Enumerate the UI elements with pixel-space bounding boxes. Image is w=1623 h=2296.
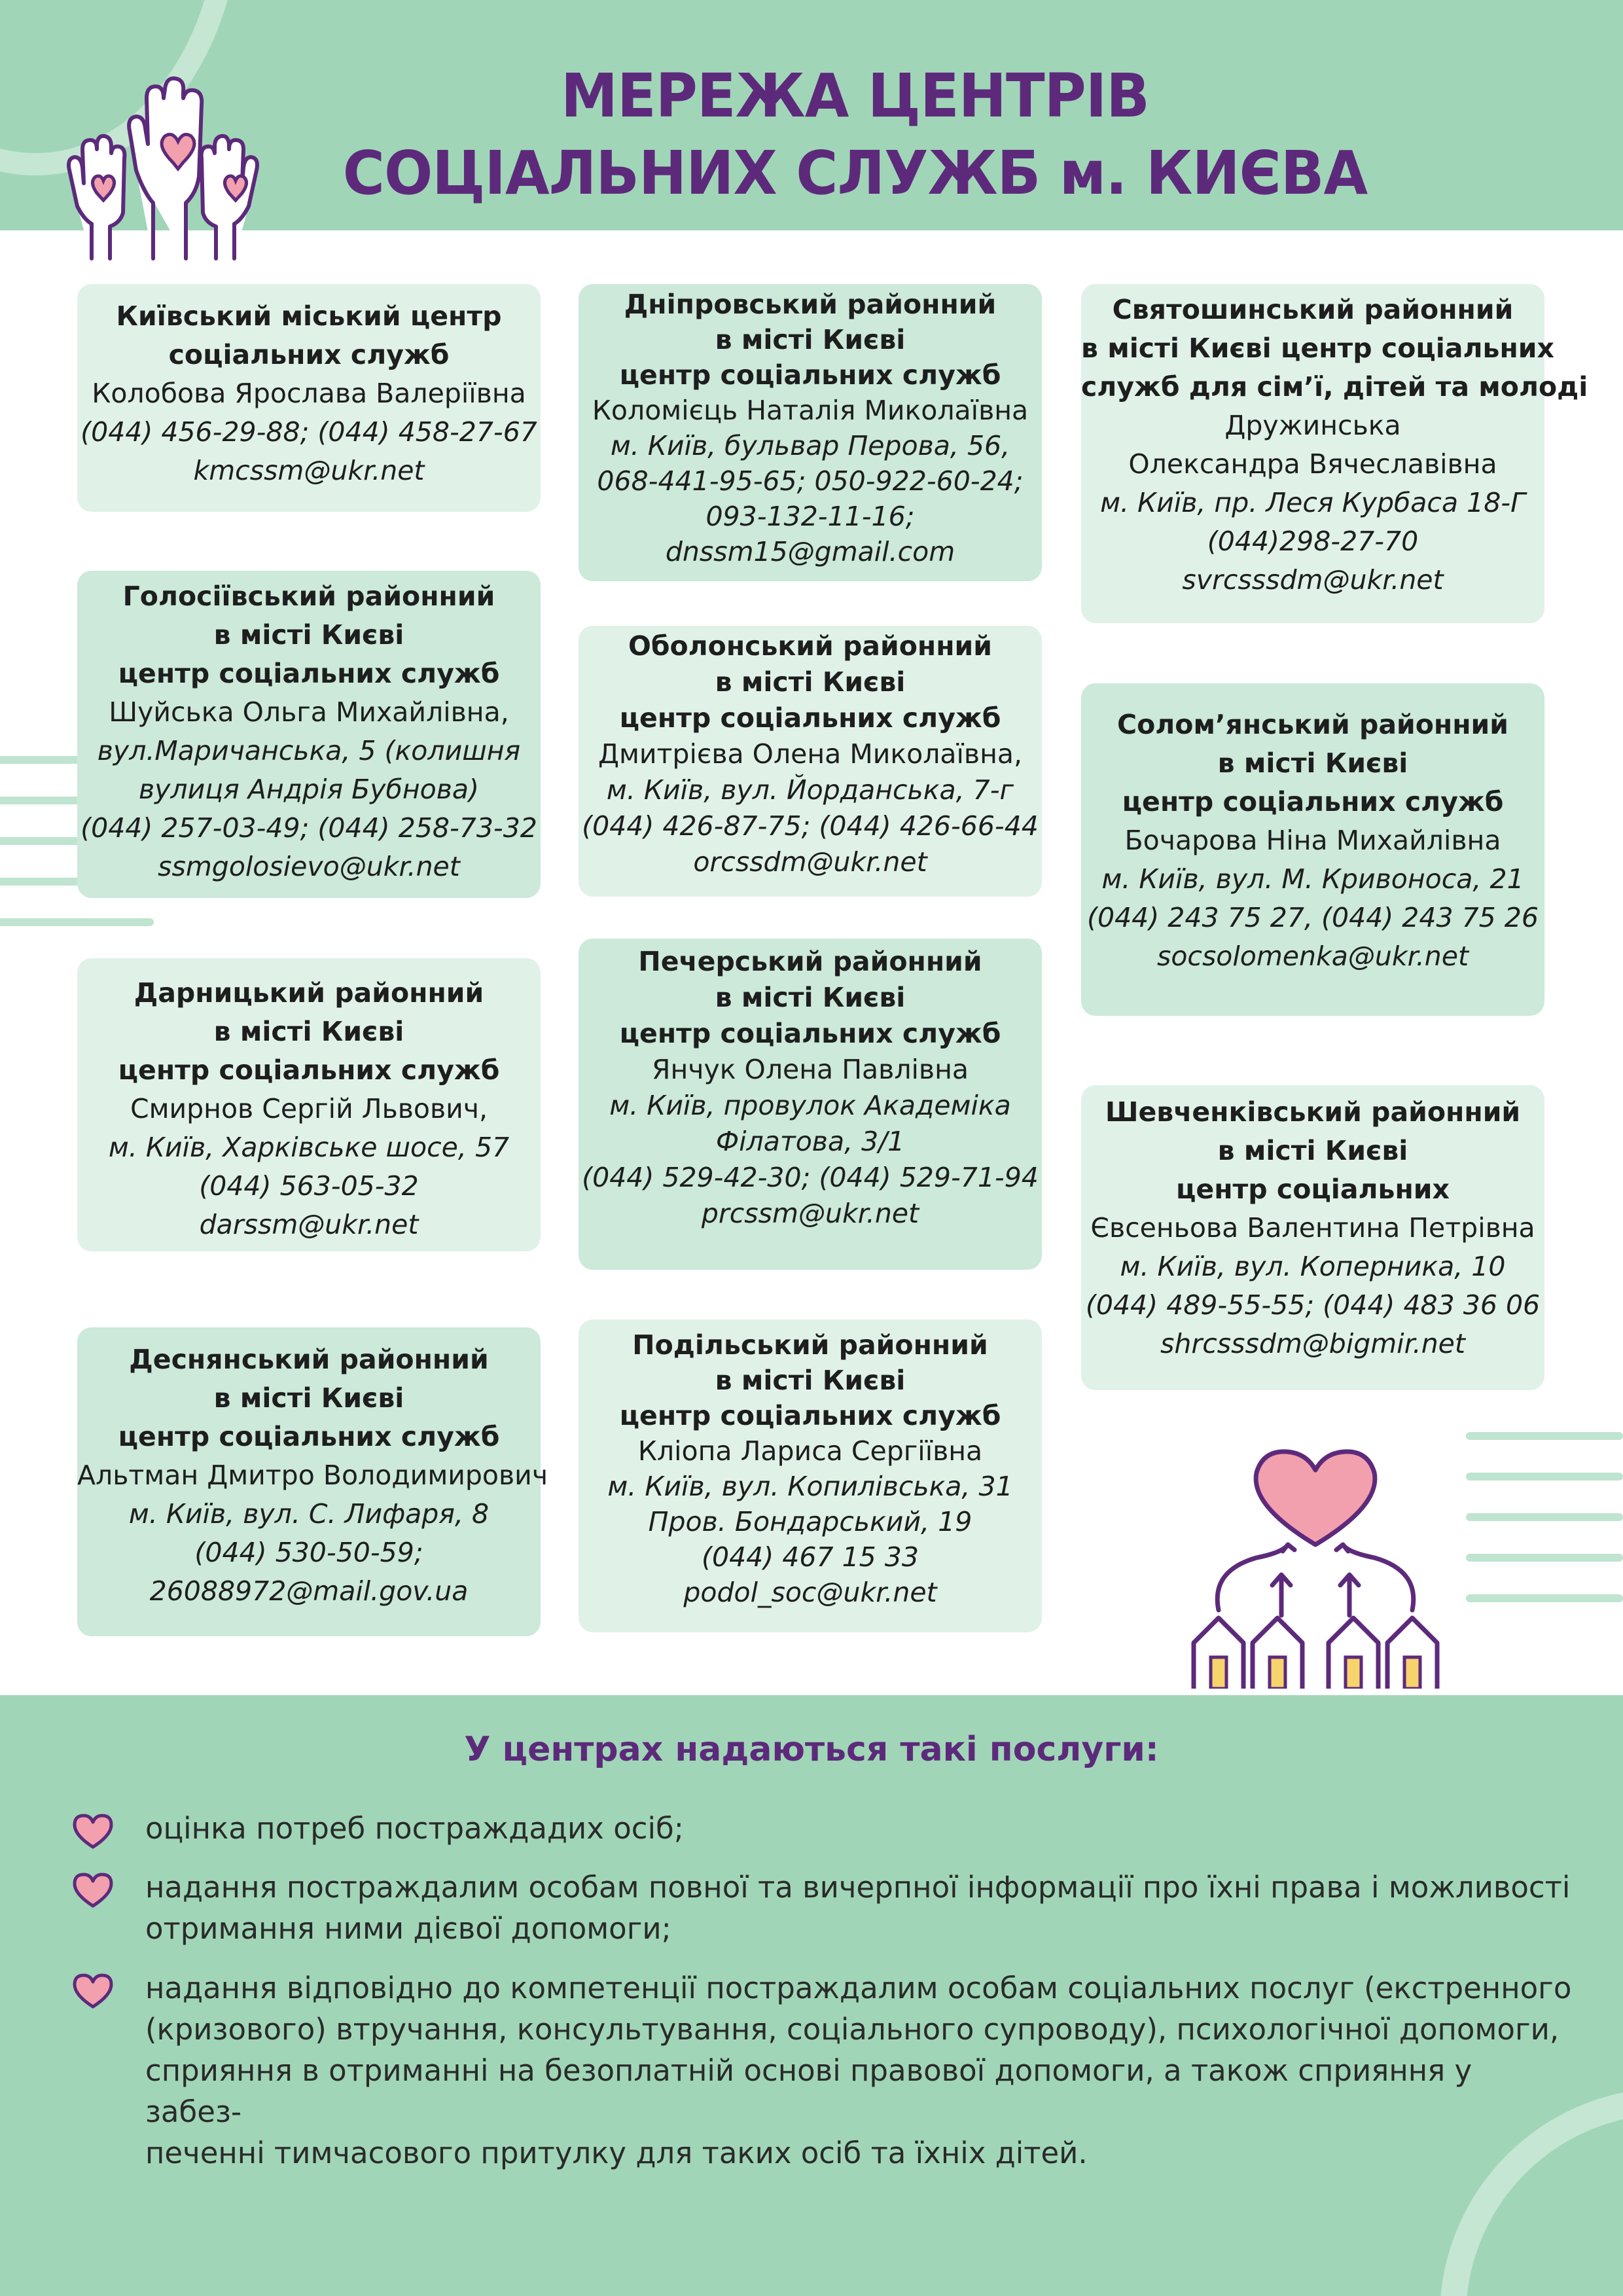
heart-icon: [72, 1973, 114, 2009]
card-title: центр соціальних: [1176, 1174, 1450, 1205]
service-text: (кризового) втручання, консультування, соціального супроводу), психологічної допомоги,: [145, 2012, 1560, 2047]
card-phone: (044)298-27-70: [1207, 526, 1419, 557]
card-title: Оболонський районний: [628, 630, 992, 662]
card-title: центр соціальних служб: [619, 1400, 1001, 1431]
card-address: вулиця Андрія Бубнова): [138, 774, 480, 805]
card-holosiiv: [77, 571, 541, 898]
card-email: svrcsssdm@ukr.net: [1182, 564, 1444, 596]
card-title: центр соціальних служб: [619, 702, 1001, 734]
card-head-name: Євсеньова Валентина Петрівна: [1090, 1212, 1535, 1244]
card-title: в місті Києві: [715, 1365, 906, 1396]
card-address: м. Київ, пр. Леся Курбаса 18-Г: [1100, 487, 1525, 518]
card-title: Подільський районний: [632, 1329, 988, 1361]
card-solomian: [1081, 683, 1544, 1016]
card-address: м. Київ, бульвар Перова, 56,: [610, 430, 1010, 461]
card-title: Солом’янський районний: [1116, 709, 1508, 740]
card-head-name: Янчук Олена Павлівна: [651, 1054, 969, 1085]
card-title: в місті Києві: [1217, 747, 1408, 779]
services-title: У центрах надаються такі послуги:: [464, 1730, 1159, 1769]
card-title: Дніпровський районний: [624, 289, 997, 320]
card-email: darssm@ukr.net: [199, 1209, 419, 1240]
card-title: в місті Києві: [213, 619, 404, 651]
card-phone: (044) 530-50-59;: [194, 1537, 423, 1568]
card-head-name: Смирнов Сергій Львович,: [130, 1093, 488, 1124]
card-title: Печерський районний: [638, 946, 982, 977]
card-email: ssmgolosievo@ukr.net: [158, 851, 460, 882]
card-address: м. Київ, вул. С. Лифаря, 8: [128, 1498, 490, 1530]
card-head-name: Коломієць Наталія Миколаївна: [592, 395, 1029, 426]
card-pechersk: [579, 939, 1042, 1270]
card-email: 26088972@mail.gov.ua: [149, 1575, 469, 1607]
card-address: м. Київ, Харківське шосе, 57: [108, 1132, 510, 1163]
card-title: центр соціальних служб: [619, 359, 1001, 391]
card-title: в місті Києві: [213, 1382, 404, 1414]
card-phone: 093-132-11-16;: [705, 501, 915, 532]
card-address: Пров. Бондарський, 19: [648, 1506, 972, 1537]
card-shevchenko: [1081, 1085, 1544, 1390]
title-line-1: МЕРЕЖА ЦЕНТРІВ: [561, 61, 1149, 131]
card-title: Деснянський районний: [129, 1344, 489, 1375]
service-text: оцінка потреб постраждадих осіб;: [145, 1811, 684, 1846]
card-title: в місті Києві: [715, 666, 906, 698]
card-kyiv-city: [77, 284, 541, 512]
service-text: надання постраждалим особам повної та вичерпної інформації про їхні права і можливості: [145, 1870, 1571, 1905]
card-title: в місті Києві: [715, 982, 906, 1013]
card-dnipro: [579, 284, 1042, 581]
heart-icon: [72, 1813, 114, 1850]
card-title: Дарницький районний: [134, 977, 484, 1009]
card-head-name: Кліопа Лариса Сергіївна: [637, 1435, 983, 1467]
card-address: Філатова, 3/1: [715, 1126, 905, 1157]
card-title: центр соціальних служб: [1122, 786, 1504, 817]
card-title: Святошинський районний: [1112, 294, 1514, 325]
card-title: в місті Києві: [1217, 1135, 1408, 1166]
card-email: podol_soc@ukr.net: [683, 1577, 937, 1608]
card-title: центр соціальних служб: [118, 1421, 500, 1452]
card-title: центр соціальних служб: [118, 658, 500, 689]
card-head-name: Бочарова Ніна Михайлівна: [1124, 825, 1501, 856]
card-email: dnssm15@gmail.com: [665, 536, 955, 567]
title-line-2: СОЦІАЛЬНИХ СЛУЖБ м. КИЄВА: [342, 138, 1368, 208]
card-address: м. Київ, вул. Йорданська, 7-г: [606, 774, 1014, 806]
card-address: вул.Маричанська, 5 (колишня: [97, 735, 521, 766]
card-email: socsolomenka@ukr.net: [1156, 941, 1469, 972]
card-sviatoshyn: [1081, 284, 1588, 623]
card-obolon: [579, 626, 1042, 897]
card-title: центр соціальних служб: [619, 1018, 1001, 1049]
card-head-name: Шуйська Ольга Михайлівна,: [109, 696, 509, 728]
card-title: Голосіївський районний: [122, 581, 495, 612]
page-title: [41, 58, 1582, 212]
card-head-name: Колобова Ярослава Валеріївна: [92, 378, 526, 409]
card-podil: [579, 1319, 1042, 1632]
card-desna: [77, 1327, 548, 1636]
card-address: м. Київ, провулок Академіка: [609, 1090, 1011, 1121]
card-email: shrcsssdm@bigmir.net: [1160, 1328, 1465, 1359]
card-email: orcssdm@ukr.net: [693, 846, 927, 878]
card-phone: (044) 426-87-75; (044) 426-66-44: [582, 810, 1039, 842]
card-title: служб для сім’ї, дітей та молоді: [1081, 371, 1588, 403]
houses-heart-icon: [1185, 1446, 1446, 1689]
card-title: в місті Києві: [213, 1016, 404, 1047]
card-email: prcssm@ukr.net: [701, 1198, 919, 1229]
card-phone: (044) 489-55-55; (044) 483 36 06: [1085, 1289, 1541, 1321]
card-title: соціальних служб: [168, 339, 450, 370]
card-head-name: Дмитрієва Олена Миколаївна,: [597, 738, 1023, 770]
card-head-name: Альтман Дмитро Володимирович: [77, 1460, 548, 1491]
card-email: kmcssm@ukr.net: [193, 455, 425, 486]
card-phone: (044) 456-29-88; (044) 458-27-67: [80, 416, 537, 448]
card-title: в місті Києві центр соціальних: [1081, 332, 1554, 364]
card-head-name: Олександра Вячеславівна: [1128, 448, 1497, 480]
card-phone: (044) 467 15 33: [702, 1541, 919, 1573]
service-text: надання відповідно до компетенції постраждалим особам соціальних послуг (екстренного: [145, 1971, 1572, 2005]
card-title: Шевченківський районний: [1105, 1096, 1521, 1128]
decorative-lines-right: [1466, 1432, 1623, 1635]
card-head-name: Дружинська: [1224, 410, 1401, 441]
card-darnytsia: [77, 958, 541, 1251]
card-phone: (044) 243 75 27, (044) 243 75 26: [1087, 902, 1539, 933]
card-address: м. Київ, вул. Коперника, 10: [1120, 1251, 1506, 1282]
service-text: отримання ними дієвої допомоги;: [145, 1911, 671, 1946]
card-title: центр соціальних служб: [118, 1054, 500, 1086]
card-phone: (044) 257-03-49; (044) 258-73-32: [80, 812, 537, 844]
card-phone: (044) 563-05-32: [199, 1170, 419, 1202]
services-section: [0, 1695, 1623, 2296]
card-address: м. Київ, вул. Копилівська, 31: [607, 1471, 1013, 1502]
card-address: м. Київ, вул. М. Кривоноса, 21: [1101, 863, 1524, 895]
card-phone: (044) 529-42-30; (044) 529-71-94: [582, 1162, 1039, 1193]
heart-icon: [72, 1872, 114, 1909]
card-title: в місті Києві: [715, 324, 906, 355]
card-phone: 068-441-95-65; 050-922-60-24;: [597, 465, 1024, 497]
service-text: сприяння в отриманні на безоплатній основі правової допомоги, а також сприяння у забез-: [145, 2053, 1472, 2129]
card-title: Київський міський центр: [116, 300, 502, 332]
service-text: печенні тимчасового притулку для таких осіб та їхніх дітей.: [145, 2136, 1088, 2170]
